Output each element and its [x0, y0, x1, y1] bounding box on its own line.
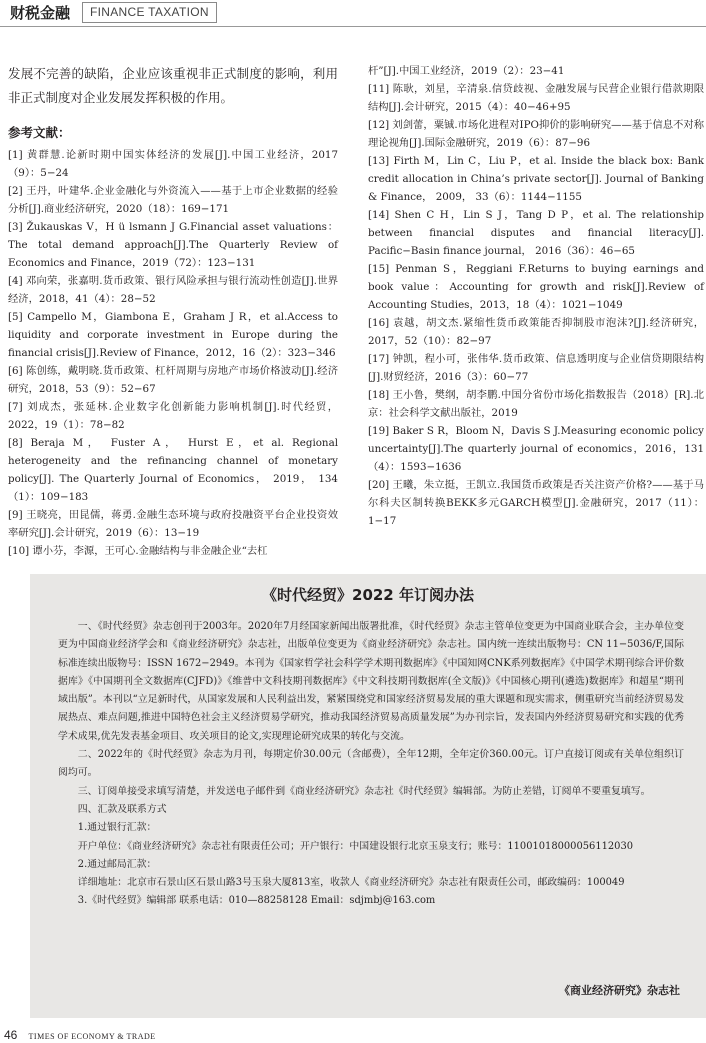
magazine-name: TIMES OF ECONOMY & TRADE — [28, 1032, 156, 1041]
section-title-zh: 财税金融 — [10, 4, 71, 22]
reference-item: [8] Beraja M， Fuster A， Hurst E，et al. Regional heterogeneity and the refinancing channel of monetary policy[J]. The Quarterly Journal of Economics， 2019， 134（1）：109−183 — [8, 437, 338, 503]
reference-item: [18] 王小鲁，樊纲，胡李鹏.中国分省份市场化指数报告（2018）[R].北京：社会科学文献出版社，2019 — [368, 389, 704, 419]
reference-item: [6] 陈创练，戴明晓.货币政策、杠杆周期与房地产市场价格波动[J].经济研究，2018，53（9）：52−67 — [8, 365, 338, 395]
header-divider — [0, 26, 706, 27]
reference-item: [13] Firth M，Lin C，Liu P，et al. Inside the black box: Bank credit allocation in China’s private sector[J]. Journal of Banking & Finance， 2009， 33（6）：1144−1155 — [368, 155, 704, 203]
reference-item: [15] Penman S，Reggiani F.Returns to buying earnings and book value：Accounting for growth and risk[J].Review of Accounting Studies，2013，18（4）：1021−1049 — [368, 263, 704, 311]
page-footer — [4, 1028, 156, 1042]
subscription-body — [58, 618, 684, 911]
reference-item: [9] 王晓亮，田昆儒，蒋勇.金融生态环境与政府投融资平台企业投资效率研究[J].会计研究，2019（6）：13−19 — [8, 509, 338, 539]
subscription-signature: 《商业经济研究》杂志社 — [559, 984, 680, 997]
reference-item: [20] 王曦，朱立挺，王凯立.我国货币政策是否关注资产价格?——基于马尔科夫区制转换BEKK多元GARCH模型[J].金融研究，2017（11）：1−17 — [368, 479, 704, 527]
reference-item: [10] 谭小芬，李源，王可心.金融结构与非金融企业“去杠 — [8, 545, 268, 557]
subscription-paragraph: 四、汇款及联系方式 — [77, 803, 167, 815]
reference-item: [12] 刘剑蕾，粟铖.市场化进程对IPO抑价的影响研究——基于信息不对称理论视角[J].国际金融研究，2019（6）：87−96 — [368, 119, 704, 149]
subscription-paragraph: 2.通过邮局汇款： — [77, 858, 157, 870]
reference-item: [7] 刘成杰，张延林.企业数字化创新能力影响机制[J].时代经贸，2022，19（1）：78−82 — [8, 401, 338, 431]
reference-item: [16] 袁越，胡文杰.紧缩性货币政策能否抑制股市泡沫?[J].经济研究，2017，52（10）：82−97 — [368, 317, 704, 347]
reference-item: [17] 钟凯，程小可，张伟华.货币政策、信息透明度与企业信贷期限结构[J].财贸经济，2016（3）：60−77 — [368, 353, 704, 383]
right-column — [368, 62, 704, 530]
subscription-title: 《时代经贸》2022 年订阅办法 — [262, 586, 474, 604]
left-column — [8, 62, 338, 560]
reference-item: [1] 黄群慧.论新时期中国实体经济的发展[J].中国工业经济，2017（9）：5−24 — [8, 149, 338, 179]
references-heading: 参考文献： — [8, 125, 71, 140]
reference-item: [4] 邓向荣，张嘉明.货币政策、银行风险承担与银行流动性创造[J].世界经济，2018，41（4）：28−52 — [8, 275, 338, 305]
intro-paragraph: 发展不完善的缺陷，企业应该重视非正式制度的影响，利用非正式制度对企业发展发挥积极的作用。 — [8, 66, 338, 105]
reference-item: [14] Shen C H，Lin S J，Tang D P，et al. The relationship between financial disputes and financial literacy[J]. Pacific−Basin finance journal， 2016（36）：46−65 — [368, 209, 704, 257]
subscription-paragraph: 二、2022年的《时代经贸》杂志为月刊，每期定价30.00元（含邮费），全年12期，全年定价360.00元。订户直接订阅或有关单位组织订阅均可。 — [58, 749, 684, 779]
page-header — [0, 0, 706, 28]
reference-item: 杆”[J].中国工业经济，2019（2）：23−41 — [368, 65, 565, 77]
reference-item: [19] Baker S R，Bloom N，Davis S J.Measuring economic policy uncertainty[J].The quarterly journal of economics，2016，131（4）：1593−1636 — [368, 425, 704, 473]
subscription-paragraph: 1.通过银行汇款： — [77, 822, 157, 834]
subscription-paragraph: 开户单位：《商业经济研究》杂志社有限责任公司；开户银行：中国建设银行北京玉泉支行；账号：11001018000056112030 — [77, 840, 634, 852]
subscription-paragraph: 详细地址：北京市石景山区石景山路3号玉泉大厦813室，收款人《商业经济研究》杂志社有限责任公司，邮政编码：100049 — [77, 877, 625, 889]
page-number: 46 — [4, 1028, 18, 1042]
subscription-paragraph: 三、订阅单接受求填写清楚，并发送电子邮件到《商业经济研究》杂志社《时代经贸》编辑部。为防止差错，订阅单不要重复填写。 — [77, 785, 651, 797]
subscription-paragraph: 一、《时代经贸》杂志创刊于2003年。2020年7月经国家新闻出版署批准，《时代经贸》杂志主管单位变更为中国商业联合会，主办单位变更为中国商业经济学会和《商业经济研究》杂志社，出版单位变更为《商业经济研究》杂志社。国内统一连续出版物号：CN 11−5036/F,国际标准连续出版物号：ISSN 1672−2949。本刊为《国家哲学社会科学学术期刊数据库》《中国知网CNK系列数据库》《中国学术期刊综合评价数据库》《中国期刊全文数据库(CJFD)》《维普中文科技期刊数据库》《中文科技期刊数据库(全文版)》《中国核心期刊(遴选)数据库》和超星“期刊域出版”。本刊以“立足新时代，从国家发展和人民利益出发，紧紧围绕党和国家经济贸易发展的重大课题和现实需求，侧重研究当前经济贸易发展热点、难点问题,推进中国特色社会主义经济贸易学研究，推动我国经济贸易高质量发展”为办刊宗旨，发表国内外经济贸易研究和实践的优秀学术成果,优先发表基金项目、攻关项目的论文,实现理论研究成果的转化与交流。 — [58, 621, 684, 742]
section-title-en: FINANCE TAXATION — [82, 2, 217, 23]
reference-item: [2] 王丹，叶建华.企业金融化与外资流入——基于上市企业数据的经验分析[J].商业经济研究，2020（18）：169−171 — [8, 185, 338, 215]
reference-item: [3] Žukauskas V，H ü lsmann J G.Financial asset valuations：The total demand approach[J].The Quarterly Review of Economics and Finance，2019（72）：123−131 — [8, 221, 338, 269]
subscription-paragraph: 3.《时代经贸》编辑部 联系电话：010—88258128 Email：sdjmbj@163.com — [77, 895, 436, 907]
reference-item: [11] 陈耿，刘星，辛清泉.信贷歧视、金融发展与民营企业银行借款期限结构[J].会计研究，2015（4）：40−46+95 — [368, 83, 704, 113]
reference-item: [5] Campello M，Giambona E，Graham J R，et al.Access to liquidity and corporate investment in Europe during the financial crisis[J].Review of Finance，2012，16（2）：323−346 — [8, 311, 338, 359]
subscription-box — [30, 574, 706, 1018]
